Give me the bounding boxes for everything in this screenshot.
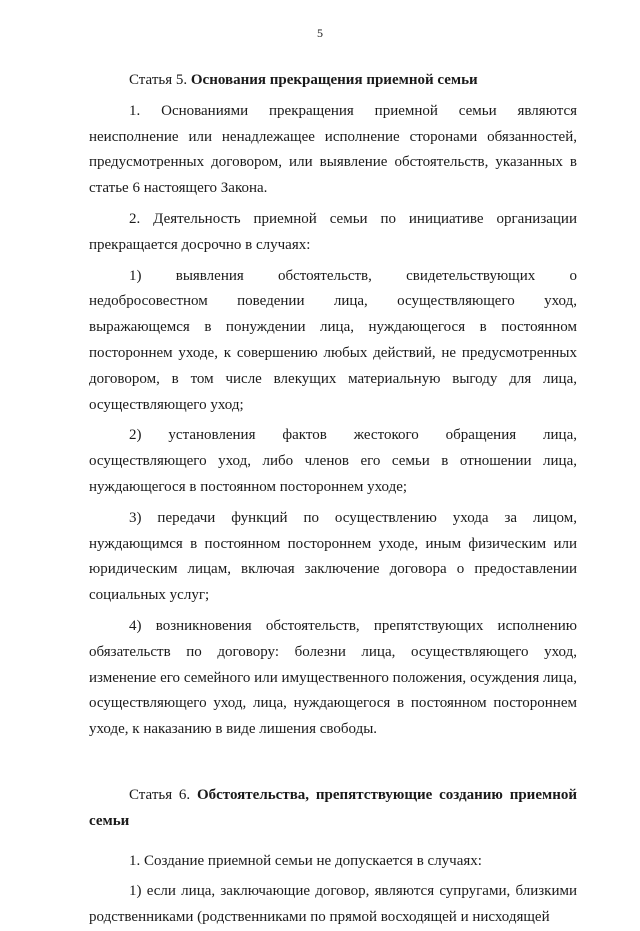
document-body	[89, 68, 577, 931]
article-6-paragraph-1: 1. Создание приемной семьи не допускается в случаях:	[129, 852, 482, 869]
article-6-prefix: Статья 6.	[129, 786, 197, 803]
article-6-heading	[89, 783, 577, 835]
article-5-item-3: 3) передачи функций по осуществлению ухода за лицом, нуждающимся в постоянном постороннем уходе, иным физическим или юридическим лицам, включая заключение договора о предоставлении социальных услуг;	[89, 509, 577, 604]
article-6-title: Обстоятельства, препятствующие созданию приемной семьи	[89, 786, 577, 829]
article-5-item-2: 2) установления фактов жестокого обращения лица, осуществляющего уход, либо членов его семьи в отношении лица, нуждающегося в постоянном постороннем уходе;	[89, 427, 577, 495]
page-number: 5	[317, 26, 323, 40]
article-5-heading	[89, 68, 577, 94]
article-6-item-1: 1) если лица, заключающие договор, являются супругами, близкими родственниками (родственниками по прямой восходящей и нисходящей	[89, 883, 577, 926]
article-5-paragraph-2: 2. Деятельность приемной семьи по инициативе организации прекращается досрочно в случаях:	[89, 210, 577, 253]
article-5-item-4: 4) возникновения обстоятельств, препятствующих исполнению обязательств по договору: болезни лица, осуществляющего уход, изменение его семейного или имущественного положения, осуждения лица, осуществляющего уход, лица, нуждающегося в постоянном постороннем уходе, к наказанию в виде лишения свободы.	[89, 617, 577, 738]
article-5-paragraph-1: 1. Основаниями прекращения приемной семьи являются неисполнение или ненадлежащее исполнение сторонами обязанностей, предусмотренных договором, или выявление обстоятельств, указанных в статье 6 настоящего Закона.	[89, 102, 577, 197]
article-5-title: Основания прекращения приемной семьи	[190, 72, 478, 88]
article-5-prefix: Статья 5.	[129, 72, 191, 88]
article-5-item-1: 1) выявления обстоятельств, свидетельствующих о недобросовестном поведении лица, осуществляющего уход, выражающемся в понуждении лица, нуждающегося в постоянном постороннем уходе, к совершению любых действий, не предусмотренных договором, в том числе влекущих материальную выгоду для лица, осуществляющего уход;	[89, 267, 577, 413]
